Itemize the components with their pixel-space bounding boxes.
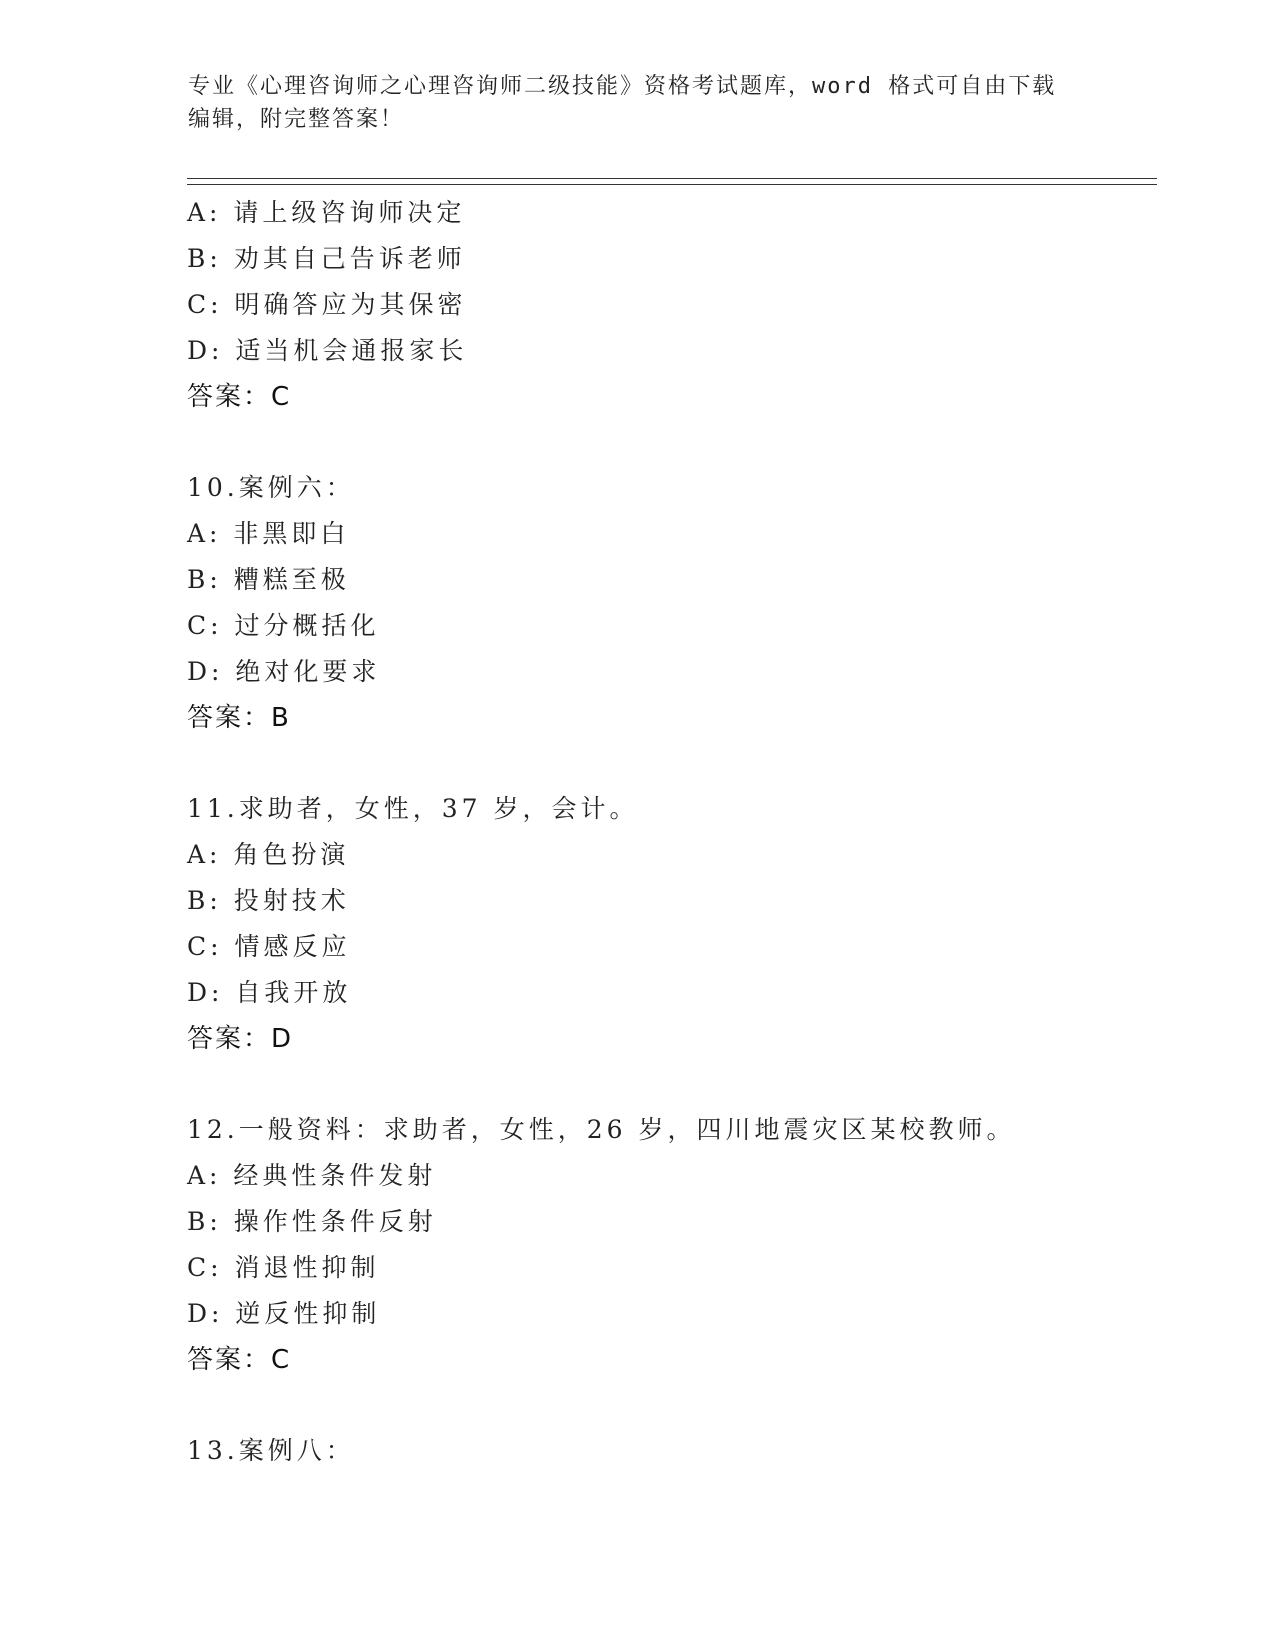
option-c: C: 情感反应 [187,932,351,961]
option-b: B: 操作性条件反射 [187,1207,437,1236]
option-a: A: 经典性条件发射 [187,1161,437,1190]
option-a: A: 请上级咨询师决定 [187,198,466,227]
option-b: B: 糟糕至极 [187,565,350,594]
answer-line: 答案：B [187,703,291,733]
question-12 [187,1107,1147,1383]
option-b: B: 投射技术 [187,886,350,915]
option-a: A: 角色扮演 [187,840,350,869]
option-c: C: 过分概括化 [187,611,380,640]
document-header [188,70,1088,136]
option-d: D: 适当机会通报家长 [187,336,468,365]
question-9 [187,190,1147,420]
answer-line: 答案：C [187,382,292,412]
option-d: D: 绝对化要求 [187,657,381,686]
option-d: D: 自我开放 [187,978,352,1007]
question-list [187,190,1147,1474]
answer-line: 答案：D [187,1024,294,1054]
option-b: B: 劝其自己告诉老师 [187,244,466,273]
option-c: C: 消退性抑制 [187,1253,380,1282]
header-divider [187,178,1157,185]
question-10 [187,465,1147,741]
header-line-1: 专业《心理咨询师之心理咨询师二级技能》资格考试题库，word 格式可自由下载 [188,74,1057,99]
spacer [187,420,1147,465]
option-a: A: 非黑即白 [187,519,350,548]
question-stem: 13.案例八： [187,1436,355,1465]
question-stem: 12.一般资料：求助者，女性，26 岁，四川地震灾区某校教师。 [187,1115,1016,1144]
spacer [187,1383,1147,1428]
question-stem: 11.求助者，女性，37 岁，会计。 [187,794,639,823]
answer-line: 答案：C [187,1345,292,1375]
option-d: D: 逆反性抑制 [187,1299,381,1328]
spacer [187,741,1147,786]
question-stem: 10.案例六： [187,473,355,502]
question-11 [187,786,1147,1062]
question-13 [187,1428,1147,1474]
header-line-2: 编辑，附完整答案！ [188,107,405,132]
option-c: C: 明确答应为其保密 [187,290,467,319]
spacer [187,1062,1147,1107]
